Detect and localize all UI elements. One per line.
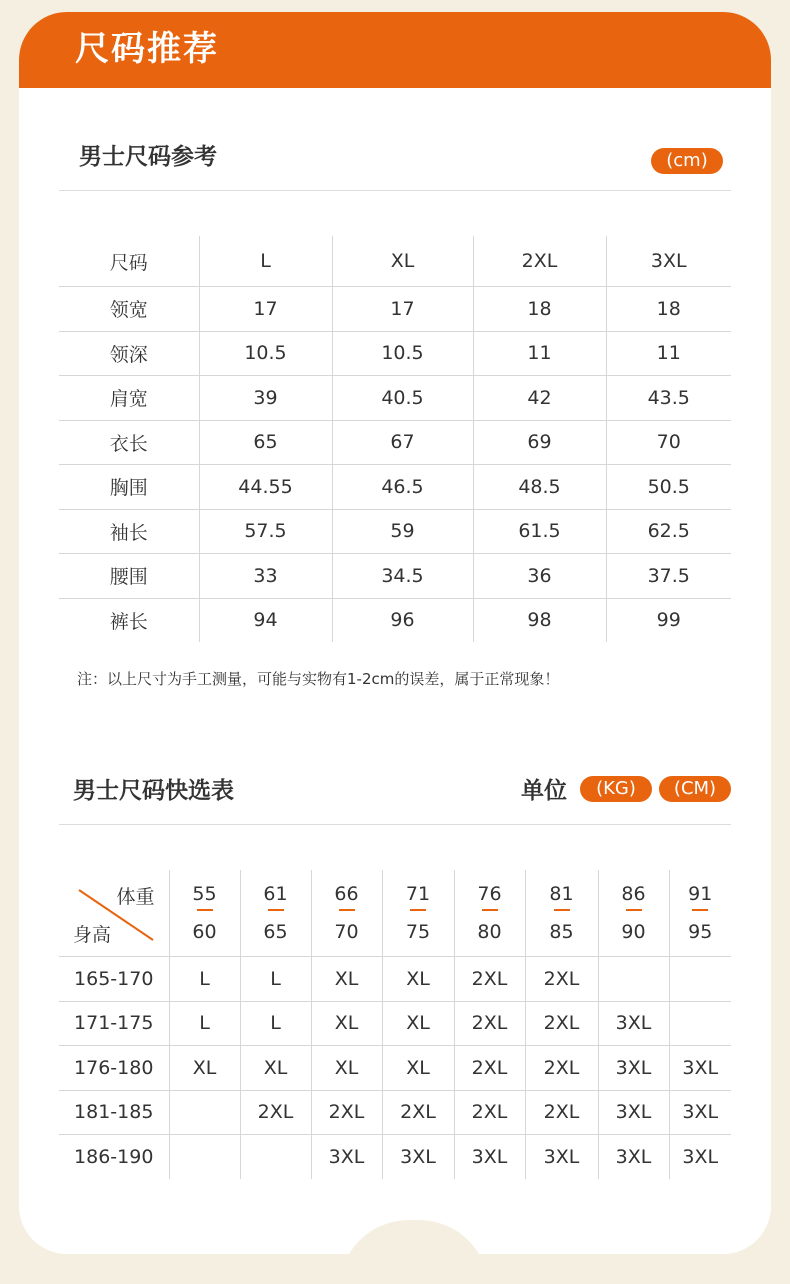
size-reference-title: 男士尺码参考 xyxy=(79,144,217,170)
measurement-label: 领宽 xyxy=(59,287,199,332)
recommended-size: 3XL xyxy=(598,1090,669,1135)
recommended-size: XL xyxy=(240,1046,311,1091)
table-row xyxy=(59,376,731,421)
recommended-size: XL xyxy=(311,1046,382,1091)
table-row xyxy=(59,957,731,1002)
recommended-size: XL xyxy=(382,1046,454,1091)
size-reference-table xyxy=(59,236,731,642)
recommended-size: L xyxy=(240,957,311,1002)
unit-cm-badge-2: (CM) xyxy=(659,776,731,802)
recommended-size xyxy=(598,957,669,1002)
corner-weight-label: 体重 xyxy=(116,886,155,908)
dash-separator xyxy=(410,909,426,911)
measurement-value: 50.5 xyxy=(606,465,731,510)
size-header: 2XL xyxy=(473,236,606,287)
size-header: L xyxy=(199,236,332,287)
measurement-value: 36 xyxy=(473,554,606,599)
recommended-size: L xyxy=(240,1001,311,1046)
measurement-value: 96 xyxy=(332,598,473,642)
measurement-value: 18 xyxy=(606,287,731,332)
unit-label: 单位 xyxy=(521,778,567,804)
measurement-value: 43.5 xyxy=(606,376,731,421)
height-value: 70 xyxy=(334,921,359,943)
measurement-value: 94 xyxy=(199,598,332,642)
measurement-value: 57.5 xyxy=(199,509,332,554)
height-range-label: 176-180 xyxy=(59,1046,169,1091)
measurement-value: 40.5 xyxy=(332,376,473,421)
weight-value: 81 xyxy=(549,883,574,905)
weight-value: 76 xyxy=(477,883,502,905)
recommended-size: 2XL xyxy=(311,1090,382,1135)
recommended-size: 3XL xyxy=(454,1135,525,1179)
height-value: 65 xyxy=(263,921,288,943)
measurement-value: 62.5 xyxy=(606,509,731,554)
recommended-size: 2XL xyxy=(454,1090,525,1135)
weight-height-column xyxy=(669,870,731,957)
recommended-size: L xyxy=(169,1001,240,1046)
measurement-value: 17 xyxy=(199,287,332,332)
size-header: 3XL xyxy=(606,236,731,287)
weight-value: 91 xyxy=(688,883,713,905)
measurement-value: 70 xyxy=(606,420,731,465)
dash-separator xyxy=(692,909,708,911)
measurement-value: 44.55 xyxy=(199,465,332,510)
recommended-size: 3XL xyxy=(598,1001,669,1046)
dash-separator xyxy=(339,909,355,911)
height-value: 95 xyxy=(688,921,713,943)
weight-height-column xyxy=(598,870,669,957)
measurement-value: 46.5 xyxy=(332,465,473,510)
table-row xyxy=(59,1001,731,1046)
measurement-label: 衣长 xyxy=(59,420,199,465)
measurement-value: 34.5 xyxy=(332,554,473,599)
measurement-label: 裤长 xyxy=(109,610,148,633)
bottom-notch xyxy=(339,1220,489,1254)
measurement-value: 11 xyxy=(473,331,606,376)
recommended-size xyxy=(169,1090,240,1135)
recommended-size: 3XL xyxy=(311,1135,382,1179)
measurement-label: 胸围 xyxy=(59,465,199,510)
measurement-value: 99 xyxy=(606,598,731,642)
table-row xyxy=(59,509,731,554)
recommended-size: XL xyxy=(382,957,454,1002)
weight-height-column xyxy=(525,870,598,957)
measurement-value: 39 xyxy=(199,376,332,421)
recommended-size: XL xyxy=(311,957,382,1002)
weight-value: 61 xyxy=(263,883,288,905)
weight-height-column xyxy=(240,870,311,957)
measurement-value: 10.5 xyxy=(199,331,332,376)
recommended-size: 2XL xyxy=(382,1090,454,1135)
table-row xyxy=(59,1090,731,1135)
measurement-value: 59 xyxy=(332,509,473,554)
measurement-value: 33 xyxy=(199,554,332,599)
measurement-value: 48.5 xyxy=(473,465,606,510)
measurement-value: 18 xyxy=(473,287,606,332)
recommended-size: 2XL xyxy=(525,1001,598,1046)
recommended-size: XL xyxy=(382,1001,454,1046)
recommended-size xyxy=(240,1135,311,1179)
recommended-size xyxy=(669,957,731,1002)
table-header-row xyxy=(59,236,731,287)
measurement-label: 袖长 xyxy=(59,509,199,554)
measurement-value: 98 xyxy=(473,598,606,642)
recommended-size: 2XL xyxy=(525,957,598,1002)
measurement-value: 61.5 xyxy=(473,509,606,554)
dash-separator xyxy=(626,909,642,911)
measurement-label: 肩宽 xyxy=(59,376,199,421)
height-value: 75 xyxy=(405,921,431,943)
recommended-size: 2XL xyxy=(525,1046,598,1091)
measurement-value: 17 xyxy=(332,287,473,332)
recommended-size xyxy=(669,1001,731,1046)
dash-separator xyxy=(197,909,213,911)
recommended-size: 3XL xyxy=(598,1135,669,1179)
measurement-value: 65 xyxy=(199,420,332,465)
dash-separator xyxy=(482,909,498,911)
recommended-size: 2XL xyxy=(240,1090,311,1135)
table-row xyxy=(59,554,731,599)
divider xyxy=(59,190,731,191)
table-row xyxy=(59,420,731,465)
size-card xyxy=(19,12,771,1254)
dash-separator xyxy=(268,909,284,911)
weight-height-column xyxy=(454,870,525,957)
recommended-size: 2XL xyxy=(454,1046,525,1091)
height-range-label: 165-170 xyxy=(59,957,169,1002)
measurement-value: 42 xyxy=(473,376,606,421)
quick-size-table xyxy=(59,870,731,1179)
table-header-row xyxy=(59,870,731,957)
weight-height-column xyxy=(169,870,240,957)
quick-size-title: 男士尺码快选表 xyxy=(73,778,234,804)
height-range-label: 171-175 xyxy=(59,1001,169,1046)
table-row xyxy=(59,287,731,332)
table-row xyxy=(59,598,731,642)
recommended-size: 3XL xyxy=(669,1135,731,1179)
recommended-size: 3XL xyxy=(598,1046,669,1091)
measurement-value: 37.5 xyxy=(606,554,731,599)
weight-value: 71 xyxy=(405,883,431,905)
measurement-value: 10.5 xyxy=(332,331,473,376)
header-label: 尺码 xyxy=(59,236,199,287)
table-row xyxy=(59,1046,731,1091)
table-row xyxy=(59,1135,731,1179)
recommended-size: XL xyxy=(311,1001,382,1046)
recommended-size: 2XL xyxy=(454,957,525,1002)
page-title: 尺码推荐 xyxy=(75,29,219,69)
size-header: XL xyxy=(332,236,473,287)
recommended-size: 3XL xyxy=(382,1135,454,1179)
recommended-size: L xyxy=(169,957,240,1002)
measurement-label: 领深 xyxy=(59,331,199,376)
weight-height-column xyxy=(382,870,454,957)
measurement-value: 67 xyxy=(332,420,473,465)
weight-value: 66 xyxy=(334,883,359,905)
measurement-note: 注：以上尺寸为手工测量，可能与实物有1-2cm的误差，属于正常现象！ xyxy=(77,670,560,688)
measurement-value: 11 xyxy=(606,331,731,376)
unit-cm-badge: (cm) xyxy=(651,148,723,174)
measurement-value: 69 xyxy=(473,420,606,465)
measurement-label: 腰围 xyxy=(59,554,199,599)
table-row xyxy=(59,331,731,376)
height-value: 90 xyxy=(621,921,646,943)
dash-separator xyxy=(554,909,570,911)
recommended-size: 3XL xyxy=(669,1090,731,1135)
height-value: 80 xyxy=(477,921,502,943)
header-banner xyxy=(19,12,771,88)
weight-height-column xyxy=(311,870,382,957)
corner-cell xyxy=(59,870,169,957)
recommended-size: 2XL xyxy=(525,1090,598,1135)
weight-value: 86 xyxy=(621,883,646,905)
height-range-label: 186-190 xyxy=(74,1145,154,1168)
recommended-size: XL xyxy=(169,1046,240,1091)
recommended-size: 3XL xyxy=(525,1135,598,1179)
height-range-label: 181-185 xyxy=(59,1090,169,1135)
recommended-size: 3XL xyxy=(669,1046,731,1091)
recommended-size: 2XL xyxy=(454,1001,525,1046)
height-value: 60 xyxy=(192,921,217,943)
corner-height-label: 身高 xyxy=(73,924,112,946)
height-value: 85 xyxy=(549,921,574,943)
divider xyxy=(59,824,731,825)
recommended-size xyxy=(169,1135,240,1179)
table-row xyxy=(59,465,731,510)
weight-value: 55 xyxy=(192,883,217,905)
unit-kg-badge: (KG) xyxy=(580,776,652,802)
